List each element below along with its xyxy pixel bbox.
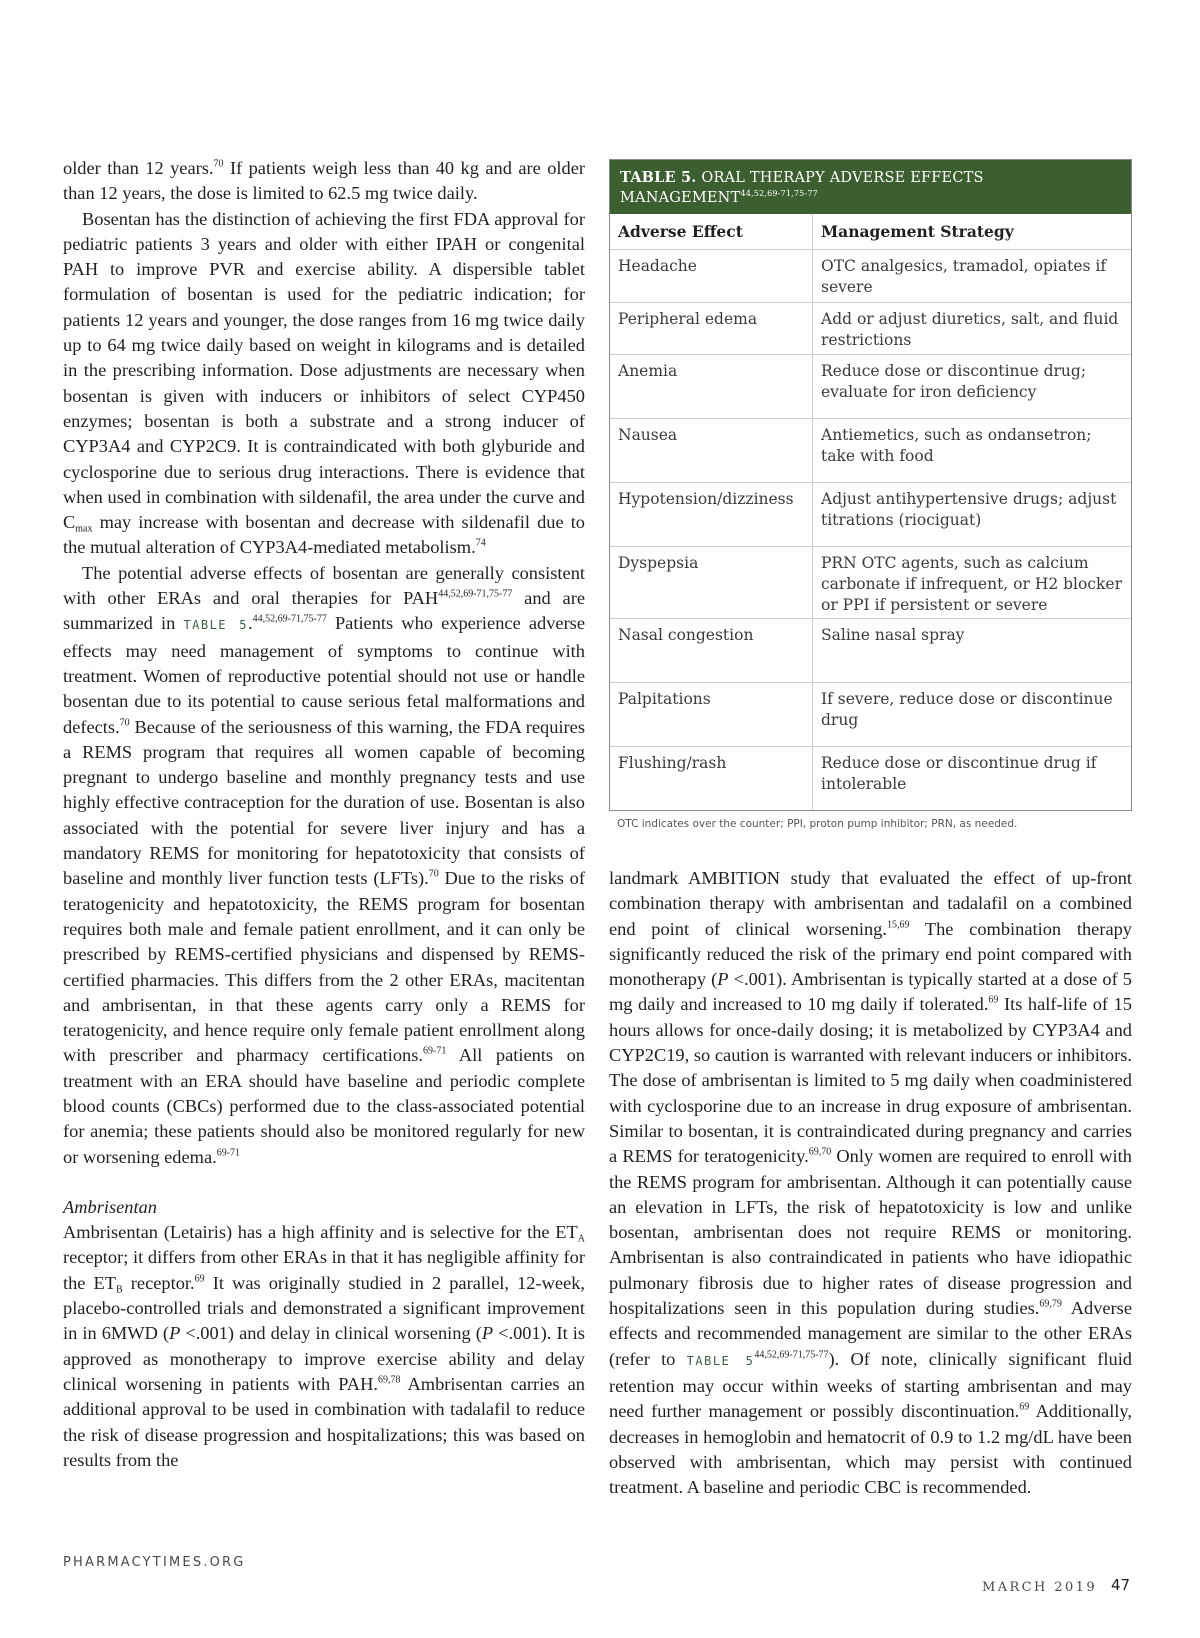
table-cell: Adjust antihypertensive drugs; adjust titrations (riociguat): [821, 490, 1117, 529]
citation: 44,52,69-71,75-77: [438, 588, 513, 600]
table-header-row: [610, 214, 1131, 249]
table-cell: Nausea: [610, 419, 813, 482]
citation: 15,69: [886, 919, 910, 931]
footer-issue-date: MARCH 2019: [982, 1580, 1097, 1595]
citation: 74: [475, 537, 486, 549]
table-cell: Add or adjust diuretics, salt, and fluid restrictions: [821, 310, 1119, 349]
column-header: Management Strategy: [821, 222, 1014, 241]
citation: 69: [194, 1273, 205, 1285]
paragraph: Bosentan has the distinction of achieving the first FDA approval for pediatric patients 3 years and older with either IPAH or congenital PAH to improve PVR and exercise ability. A dispersible tablet formulation of bosentan is used for the pediatric indication; for patients 12 years and younger, the dose ranges from 16 mg twice daily up to 64 mg twice daily based on weight in kilograms and is detailed in the prescribing information. Dose adjustments are necessary when bosentan is given with inducers or inhibitors of select CYP450 enzymes; bosentan is both a substrate and a strong inducer of CYP3A4 and CYP2C9. It is contraindicated with both glyburide and cyclosporine due to serious drug interactions. There is evidence that when used in combination with sildenafil, the area under the curve and $C_{max}$ may increase with bosentan and decrease with sildenafil due to the mutual alteration of CYP3A4-mediated metabolism.$^{74}$: [63, 208, 585, 558]
paragraph: landmark AMBITION study that evaluated the effect of up-front combination therapy with ambrisentan and tadalafil on a combined end point of clinical worsening.$^{15,69}$ The combination therapy significantly reduced the risk of the primary end point compared with monotherapy (P <.001). Ambrisentan is typically started at a dose of 5 mg daily and increased to 10 mg daily if tolerated.$^{69}$ Its half-life of 15 hours allows for once-daily dosing; it is metabolized by CYP3A4 and CYP2C19, so caution is warranted with relevant inducers or inhibitors. The dose of ambrisentan is limited to 5 mg daily when coadministered with cyclosporine due to an increase in drug exposure of ambrisentan. Similar to bosentan, it is contraindicated during pregnancy and carries a REMS for teratogenicity.$^{69,70}$ Only women are required to enroll with the REMS program for ambrisentan. Although it can potentially cause an elevation in LFTs, the risk of hepatotoxicity is low and unlike bosentan, ambrisentan does not require REMS or monitoring. Ambrisentan is also contraindicated in patients who have idiopathic pulmonary fibrosis due to higher rates of disease progression and hospitalizations seen in this population during studies.$^{69,79}$ Adverse effects and recommended management are similar to the other ERAs (refer to TABLE 5$^{44,52,69-71,75-77}$). Of note, clinically significant fluid retention may occur within weeks of starting ambrisentan and may need further management or possibly discontinuation.$^{69}$ Additionally, decreases in hemoglobin and hematocrit of 0.9 to 1.2 mg/dL have been observed with ambrisentan, which may persist with continued treatment. A baseline and periodic CBC is recommended.: [609, 868, 1133, 1498]
citation: 69: [1019, 1401, 1030, 1413]
table-cell: Anemia: [610, 355, 813, 418]
citation: 69-71: [422, 1045, 447, 1057]
table-row: [610, 302, 1131, 354]
table-cell: Headache: [610, 250, 813, 302]
table-row: [610, 418, 1131, 482]
page-number: 47: [1111, 1576, 1131, 1594]
table-cell: Saline nasal spray: [821, 626, 965, 644]
table-cell: Reduce dose or discontinue drug; evaluate for iron deficiency: [821, 362, 1087, 401]
citation: 70: [213, 158, 224, 170]
citation: 44,52,69-71,75-77: [754, 1349, 829, 1361]
right-column: [609, 866, 1132, 1500]
column-header: Adverse Effect: [610, 214, 813, 249]
table-cell: OTC analgesics, tramadol, opiates if severe: [821, 257, 1107, 296]
table-cell: Nasal congestion: [610, 619, 813, 682]
citation: 69,79: [1039, 1298, 1062, 1310]
table-reference-link[interactable]: TABLE 5: [686, 1353, 755, 1368]
table-cell: PRN OTC agents, such as calcium carbonate if infrequent, or H2 blocker or PPI if persistent or severe: [821, 554, 1123, 614]
table-cell: Antiemetics, such as ondansetron; take with food: [821, 426, 1092, 465]
paragraph: Ambrisentan (Letairis) has a high affinity and is selective for the $ET_A$ receptor; it differs from other ERAs in that it has negligible affinity for the $ET_B$ receptor.$^{69}$ It was originally studied in 2 parallel, 12-week, placebo-controlled trials and demonstrated a significant improvement in in 6MWD (P <.001) and delay in clinical worsening (P <.001). It is approved as monotherapy to improve exercise ability and delay clinical worsening in patients with PAH.$^{69,78}$ Ambrisentan carries an additional approval to be used in combination with tadalafil to reduce the risk of disease progression and hospitalizations; this was based on results from the: [63, 1222, 585, 1470]
citation: 70: [119, 717, 130, 729]
table-title: TABLE 5. ORAL THERAPY ADVERSE EFFECTS MANAGEMENT$^{44,52,69-71,75-77}$: [610, 160, 1131, 214]
adverse-effects-table: [609, 159, 1132, 811]
paragraph: The potential adverse effects of bosentan are generally consistent with other ERAs and oral therapies for PAH$^{44,52,69-71,75-77}$ and are summarized in TABLE 5.$^{44,52,69-71,75-77}$ Patients who experience adverse effects may need management of symptoms to continue with treatment. Women of reproductive potential should not use or handle bosentan due to its potential to cause serious fetal malformations and defects.$^{70}$ Because of the seriousness of this warning, the FDA requires a REMS program that requires all women capable of becoming pregnant to undergo baseline and monthly pregnancy tests and use highly effective contraception for the duration of use. Bosentan is also associated with the potential for severe liver injury and has a mandatory REMS for monitoring for hepatotoxicity that consists of baseline and monthly liver function tests (LFTs).$^{70}$ Due to the risks of teratogenicity and hepatotoxicity, the REMS program for bosentan requires both male and female patient enrollment, and it can only be prescribed by REMS-certified physicians and dispensed by REMS-certified pharmacies. This differs from the 2 other ERAs, macitentan and ambrisentan, in that these agents carry only a REMS for teratogenicity, and hence require only female patient enrollment along with prescriber and pharmacy certifications.$^{69-71}$ All patients on treatment with an ERA should have baseline and periodic complete blood counts (CBCs) performed due to the class-associated potential for anemia; these patients should also be monitored regularly for new or worsening edema.$^{69-71}$: [63, 562, 586, 1167]
table-cell: Reduce dose or discontinue drug if intolerable: [821, 754, 1097, 793]
table-row: [610, 682, 1131, 746]
left-column: [63, 156, 585, 1473]
table-row: [610, 618, 1131, 682]
paragraph: older than 12 years.$^{70}$ If patients weigh less than 40 kg and are older than 12 years, the dose is limited to 62.5 mg twice daily.: [63, 158, 585, 204]
citation: 69-71: [216, 1147, 241, 1159]
table-footnote: OTC indicates over the counter; PPI, proton pump inhibitor; PRN, as needed.: [617, 818, 1018, 830]
table-row: [610, 354, 1131, 418]
table-cell: Peripheral edema: [610, 303, 813, 354]
table-row: [610, 746, 1131, 810]
citation: 69: [988, 994, 999, 1006]
table-row: [610, 249, 1131, 302]
table-cell: Flushing/rash: [610, 747, 813, 810]
citation: 69,78: [377, 1374, 401, 1386]
footer-site-url[interactable]: PHARMACYTIMES.ORG: [63, 1555, 246, 1570]
table-row: [610, 482, 1131, 546]
table-cell: If severe, reduce dose or discontinue drug: [821, 690, 1113, 729]
table-cell: Hypotension/dizziness: [610, 483, 813, 546]
citation: 70: [428, 868, 439, 880]
section-heading: Ambrisentan: [63, 1196, 157, 1217]
table-row: [610, 546, 1131, 618]
table-cell: Palpitations: [610, 683, 813, 746]
table-cell: Dyspepsia: [610, 547, 813, 618]
table-reference-link[interactable]: TABLE 5: [183, 618, 249, 633]
citation: 69,70: [808, 1146, 832, 1158]
citation: 44,52,69-71,75-77: [252, 613, 327, 625]
